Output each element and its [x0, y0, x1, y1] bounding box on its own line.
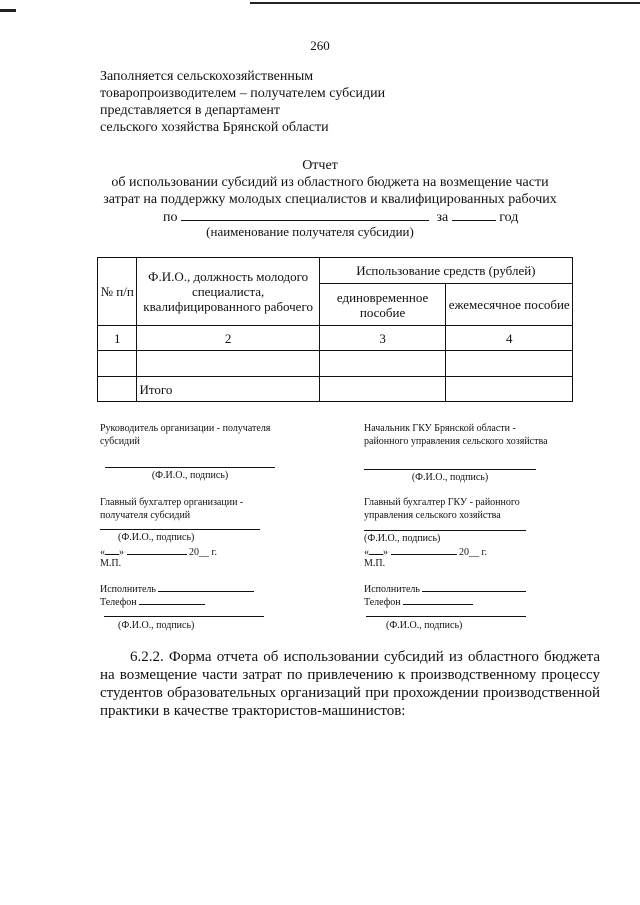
index-cell: 3	[319, 326, 446, 351]
quote-close: »	[383, 547, 388, 558]
left-acc-title: Главный бухгалтер организации - получателя субсидий	[100, 497, 244, 521]
phone-label: Телефон	[364, 597, 401, 608]
quote-open: «	[364, 547, 369, 558]
left-executor	[100, 582, 254, 596]
table-cell[interactable]	[98, 351, 137, 377]
month-field[interactable]	[127, 545, 187, 555]
label-po: по	[163, 210, 178, 225]
right-phone	[364, 595, 473, 609]
col-usage-header: Использование средств (рублей)	[319, 258, 572, 284]
left-head-title: Руководитель организации - получателя субсидий	[100, 423, 271, 447]
index-cell: 2	[137, 326, 319, 351]
right-acc-title: Главный бухгалтер ГКУ - районного управления сельского хозяйства	[364, 497, 520, 521]
phone-field[interactable]	[403, 595, 473, 605]
executor-label: Исполнитель	[100, 584, 156, 595]
executor-field[interactable]	[422, 582, 526, 592]
recipient-caption: (наименование получателя субсидии)	[206, 224, 414, 239]
left-acc-fio: (Ф.И.О., подпись)	[118, 532, 195, 543]
col-name-header: Ф.И.О., должность молодого специалиста, квалифицированного рабочего	[137, 258, 319, 326]
section-paragraph: 6.2.2. Форма отчета об использовании субсидий из областного бюджета на возмещение части затрат по привлечению к производственному процессу студентов образовательных организаций при прохождении производственной практики в качестве трактористов-машинистов:	[100, 649, 600, 719]
year-field[interactable]	[452, 208, 496, 221]
scan-top-line	[250, 2, 640, 4]
day-field[interactable]	[369, 545, 383, 555]
label-god: год	[499, 210, 519, 225]
quote-close: »	[119, 547, 124, 558]
table-cell[interactable]	[98, 377, 137, 402]
date-year: 20__ г.	[459, 547, 487, 558]
header-note-line: представляется в департамент	[100, 103, 281, 118]
month-field[interactable]	[391, 545, 457, 555]
right-exec-fio: (Ф.И.О., подпись)	[386, 620, 463, 631]
date-year: 20__ г.	[189, 547, 217, 558]
left-acc-sign-line[interactable]	[100, 529, 260, 530]
right-exec-sign-line[interactable]	[366, 616, 526, 617]
report-title-line1: об использовании субсидий из областного бюджета на возмещение части	[111, 175, 549, 190]
right-acc-fio: (Ф.И.О., подпись)	[364, 533, 441, 544]
phone-field[interactable]	[139, 595, 205, 605]
header-note-line: сельского хозяйства Брянской области	[100, 120, 329, 135]
table-cell[interactable]	[446, 351, 573, 377]
table-cell[interactable]	[137, 351, 319, 377]
day-field[interactable]	[105, 545, 119, 555]
right-head-fio: (Ф.И.О., подпись)	[411, 472, 489, 483]
right-executor	[364, 582, 526, 596]
scan-left-mark	[0, 9, 16, 12]
executor-field[interactable]	[158, 582, 254, 592]
right-mp: М.П.	[364, 558, 386, 569]
report-heading: Отчет	[302, 158, 338, 173]
left-mp: М.П.	[100, 558, 122, 569]
col-monthly-header: ежемесячное пособие	[446, 284, 573, 326]
left-exec-sign-line[interactable]	[104, 616, 264, 617]
page-number: 260	[310, 38, 330, 53]
report-title-line2: затрат на поддержку молодых специалистов и квалифицированных рабочих	[103, 192, 557, 207]
right-head-sign-line[interactable]	[364, 469, 536, 470]
table-cell[interactable]	[319, 377, 446, 402]
col-once-header: единовременное пособие	[319, 284, 446, 326]
label-za: за	[436, 210, 449, 225]
left-head-fio: (Ф.И.О., подпись)	[151, 470, 229, 481]
index-cell: 1	[98, 326, 137, 351]
left-head-sign-line[interactable]	[105, 467, 275, 468]
col-num-header: № п/п	[98, 258, 137, 326]
header-note-line: Заполняется сельскохозяйственным	[100, 69, 314, 84]
header-note	[100, 68, 500, 136]
index-cell: 4	[446, 326, 573, 351]
table-cell[interactable]	[446, 377, 573, 402]
left-phone	[100, 595, 205, 609]
recipient-name-field[interactable]	[181, 208, 429, 221]
right-acc-sign-line[interactable]	[364, 530, 526, 531]
table-cell[interactable]	[319, 351, 446, 377]
left-exec-fio: (Ф.И.О., подпись)	[118, 620, 195, 631]
phone-label: Телефон	[100, 597, 137, 608]
report-table	[97, 257, 573, 402]
quote-open: «	[100, 547, 105, 558]
right-head-title: Начальник ГКУ Брянской области - районного управления сельского хозяйства	[364, 423, 548, 447]
executor-label: Исполнитель	[364, 584, 420, 595]
total-label: Итого	[137, 377, 319, 402]
header-note-line: товаропроизводителем – получателем субсидии	[100, 86, 386, 101]
